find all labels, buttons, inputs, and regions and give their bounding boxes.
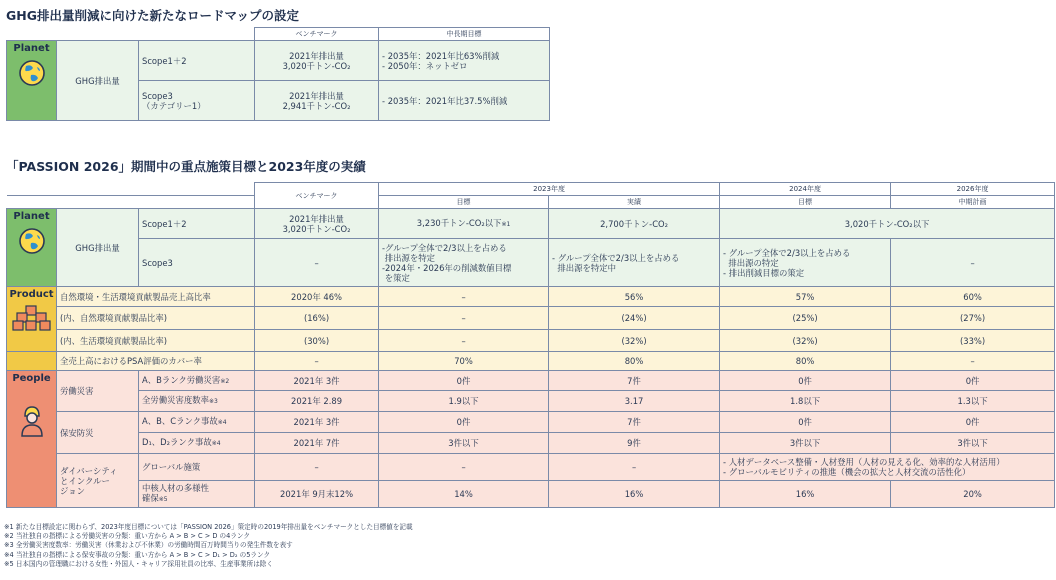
scope3-midplan: –: [891, 239, 1055, 287]
people-row-label: D₁、D₂ランク事故※4: [139, 433, 255, 454]
product-row-actual: 80%: [549, 352, 720, 371]
global-benchmark: –: [255, 454, 379, 481]
product-row-plan: –: [891, 352, 1055, 371]
passion-table: [6, 182, 1055, 508]
scope3-label: Scope3 （カテゴリー1）: [139, 81, 255, 121]
product-row-benchmark: (16%): [255, 307, 379, 330]
people-row-2024: 1.8以下: [720, 391, 891, 412]
footnote: ※4 当社独自の指標による保安事故の分類：重い方から A > B > C > D₁ > D₂ の5ランク: [4, 550, 271, 559]
product-row-label: (内、生活環境貢献製品比率): [57, 330, 255, 352]
header-midplan: 中期計画: [891, 196, 1055, 209]
footnote: ※5 日本国内の管理職における女性・外国人・キャリア採用社員の比率、生産事業所は除く: [4, 559, 273, 568]
global-target: –: [379, 454, 549, 481]
people-row-actual: 7件: [549, 412, 720, 433]
product-row-benchmark: (30%): [255, 330, 379, 352]
product-row-2024: 80%: [720, 352, 891, 371]
security-label: 保安防災: [57, 412, 139, 454]
header-benchmark: ベンチマーク: [255, 183, 379, 209]
diversity-label: ダイバーシティ とインクルー ジョン: [57, 454, 139, 508]
person-icon: [17, 404, 47, 438]
section2-title: 「PASSION 2026」期間中の重点施策目標と2023年度の実績: [6, 159, 366, 174]
scope3-benchmark: –: [255, 239, 379, 287]
people-row-label: A、B、Cランク事故※4: [139, 412, 255, 433]
product-row-actual: (32%): [549, 330, 720, 352]
people-row-target: 3件以下: [379, 433, 549, 454]
header-target-2024: 目標: [720, 196, 891, 209]
people-row-plan: 3件以下: [891, 433, 1055, 454]
header-actual-2023: 実績: [549, 196, 720, 209]
people-row-plan: 1.3以下: [891, 391, 1055, 412]
people-row-actual: 3.17: [549, 391, 720, 412]
product-row-label: (内、自然環境貢献製品比率): [57, 307, 255, 330]
footnote: ※3 全労働災害度数率：労働災害（休業および不休業）の労働時間百万時間当りの発生件数を表す: [4, 541, 293, 550]
people-row-benchmark: 2021年 7件: [255, 433, 379, 454]
people-row-benchmark: 2021年 3件: [255, 412, 379, 433]
header-target-2023: 目標: [379, 196, 549, 209]
product-row-target: –: [379, 287, 549, 307]
people-row-plan: 0件: [891, 371, 1055, 391]
labor-label: 労働災害: [57, 371, 139, 412]
category-people: People: [7, 371, 57, 508]
people-row-2024: 3件以下: [720, 433, 891, 454]
footnote: ※1 新たな目標設定に関わらず、2023年度目標については「PASSION 2026」策定時の2019年排出量をベンチマークとした目標値を記載: [4, 523, 413, 531]
people-row-2024: 0件: [720, 371, 891, 391]
header-fy2024: 2024年度: [720, 183, 891, 196]
people-row-actual: 9件: [549, 433, 720, 454]
product-row-plan: (33%): [891, 330, 1055, 352]
global-2024-2026: - 人材データベース整備・人材登用（人材の見える化、効率的な人材活用） - グローバルモビリティの推進（機会の拡大と人材交流の活性化）: [720, 454, 1055, 481]
product-row-label: 自然環境・生活環境貢献製品売上高比率: [57, 287, 255, 307]
header-benchmark: ベンチマーク: [255, 28, 379, 41]
scope12-target-2023: 3,230千トン-CO₂以下※1: [379, 209, 549, 239]
scope3-label: Scope3: [139, 239, 255, 287]
product-row-actual: (24%): [549, 307, 720, 330]
scope3-target-2024: - グループ全体で2/3以上を占める 排出源の特定 - 排出削減目標の策定: [720, 239, 891, 287]
scope12-label: Scope1＋2: [139, 41, 255, 81]
people-row-benchmark: 2021年 3件: [255, 371, 379, 391]
people-row-2024: 0件: [720, 412, 891, 433]
product-row-benchmark: 2020年 46%: [255, 287, 379, 307]
core-2024: 16%: [720, 481, 891, 508]
footnotes: [4, 523, 413, 569]
scope3-target: - 2035年：2021年比37.5%削減: [379, 81, 550, 121]
global-label: グローバル施策: [139, 454, 255, 481]
core-target: 14%: [379, 481, 549, 508]
product-row-target: –: [379, 330, 549, 352]
product-row-target: –: [379, 307, 549, 330]
scope3-target-2023: -グループ全体で2/3以上を占める 排出源を特定 -2024年・2026年の削減数値目標 を策定: [379, 239, 549, 287]
product-row-label: 全売上高におけるPSA評価のカバー率: [57, 352, 255, 371]
product-row-plan: 60%: [891, 287, 1055, 307]
people-row-label: A、Bランク労働災害※2: [139, 371, 255, 391]
section1-title: GHG排出量削減に向けた新たなロードマップの設定: [6, 8, 299, 23]
people-row-target: 1.9以下: [379, 391, 549, 412]
category-product: Product: [7, 287, 57, 352]
product-row-actual: 56%: [549, 287, 720, 307]
header-fy2023: 2023年度: [379, 183, 720, 196]
ghg-label: GHG排出量: [57, 41, 139, 121]
core-actual: 16%: [549, 481, 720, 508]
scope12-actual-2023: 2,700千トン-CO₂: [549, 209, 720, 239]
boxes-icon: [12, 304, 52, 332]
globe-icon: [17, 58, 47, 88]
people-row-target: 0件: [379, 371, 549, 391]
scope12-target-2024-2026: 3,020千トン-CO₂以下: [720, 209, 1055, 239]
core-benchmark: 2021年 9月末12%: [255, 481, 379, 508]
people-row-plan: 0件: [891, 412, 1055, 433]
product-row-2024: (25%): [720, 307, 891, 330]
people-row-benchmark: 2021年 2.89: [255, 391, 379, 412]
footnote: ※2 当社独自の指標による労働災害の分類：重い方から A > B > C > D の4ランク: [4, 532, 250, 541]
globe-icon: [17, 226, 47, 256]
product-row-target: 70%: [379, 352, 549, 371]
product-row-2024: 57%: [720, 287, 891, 307]
product-row-2024: (32%): [720, 330, 891, 352]
people-row-actual: 7件: [549, 371, 720, 391]
header-fy2026: 2026年度: [891, 183, 1055, 196]
scope12-benchmark: 2021年排出量 3,020千トン-CO₂: [255, 209, 379, 239]
scope3-benchmark: 2021年排出量 2,941千トン-CO₂: [255, 81, 379, 121]
header-target: 中長期目標: [379, 28, 550, 41]
category-planet: Planet: [7, 209, 57, 287]
people-row-target: 0件: [379, 412, 549, 433]
people-row-label: 全労働災害度数率※3: [139, 391, 255, 412]
category-planet: Planet: [7, 41, 57, 121]
global-actual: –: [549, 454, 720, 481]
core-label: 中核人材の多様性 確保※5: [139, 481, 255, 508]
product-row-benchmark: –: [255, 352, 379, 371]
scope3-actual-2023: - グループ全体で2/3以上を占める 排出源を特定中: [549, 239, 720, 287]
product-row-plan: (27%): [891, 307, 1055, 330]
core-plan: 20%: [891, 481, 1055, 508]
roadmap-table: [6, 27, 550, 121]
scope12-benchmark: 2021年排出量 3,020千トン-CO₂: [255, 41, 379, 81]
scope12-target: - 2035年：2021年比63%削減 - 2050年：ネットゼロ: [379, 41, 550, 81]
ghg-label: GHG排出量: [57, 209, 139, 287]
scope12-label: Scope1＋2: [139, 209, 255, 239]
